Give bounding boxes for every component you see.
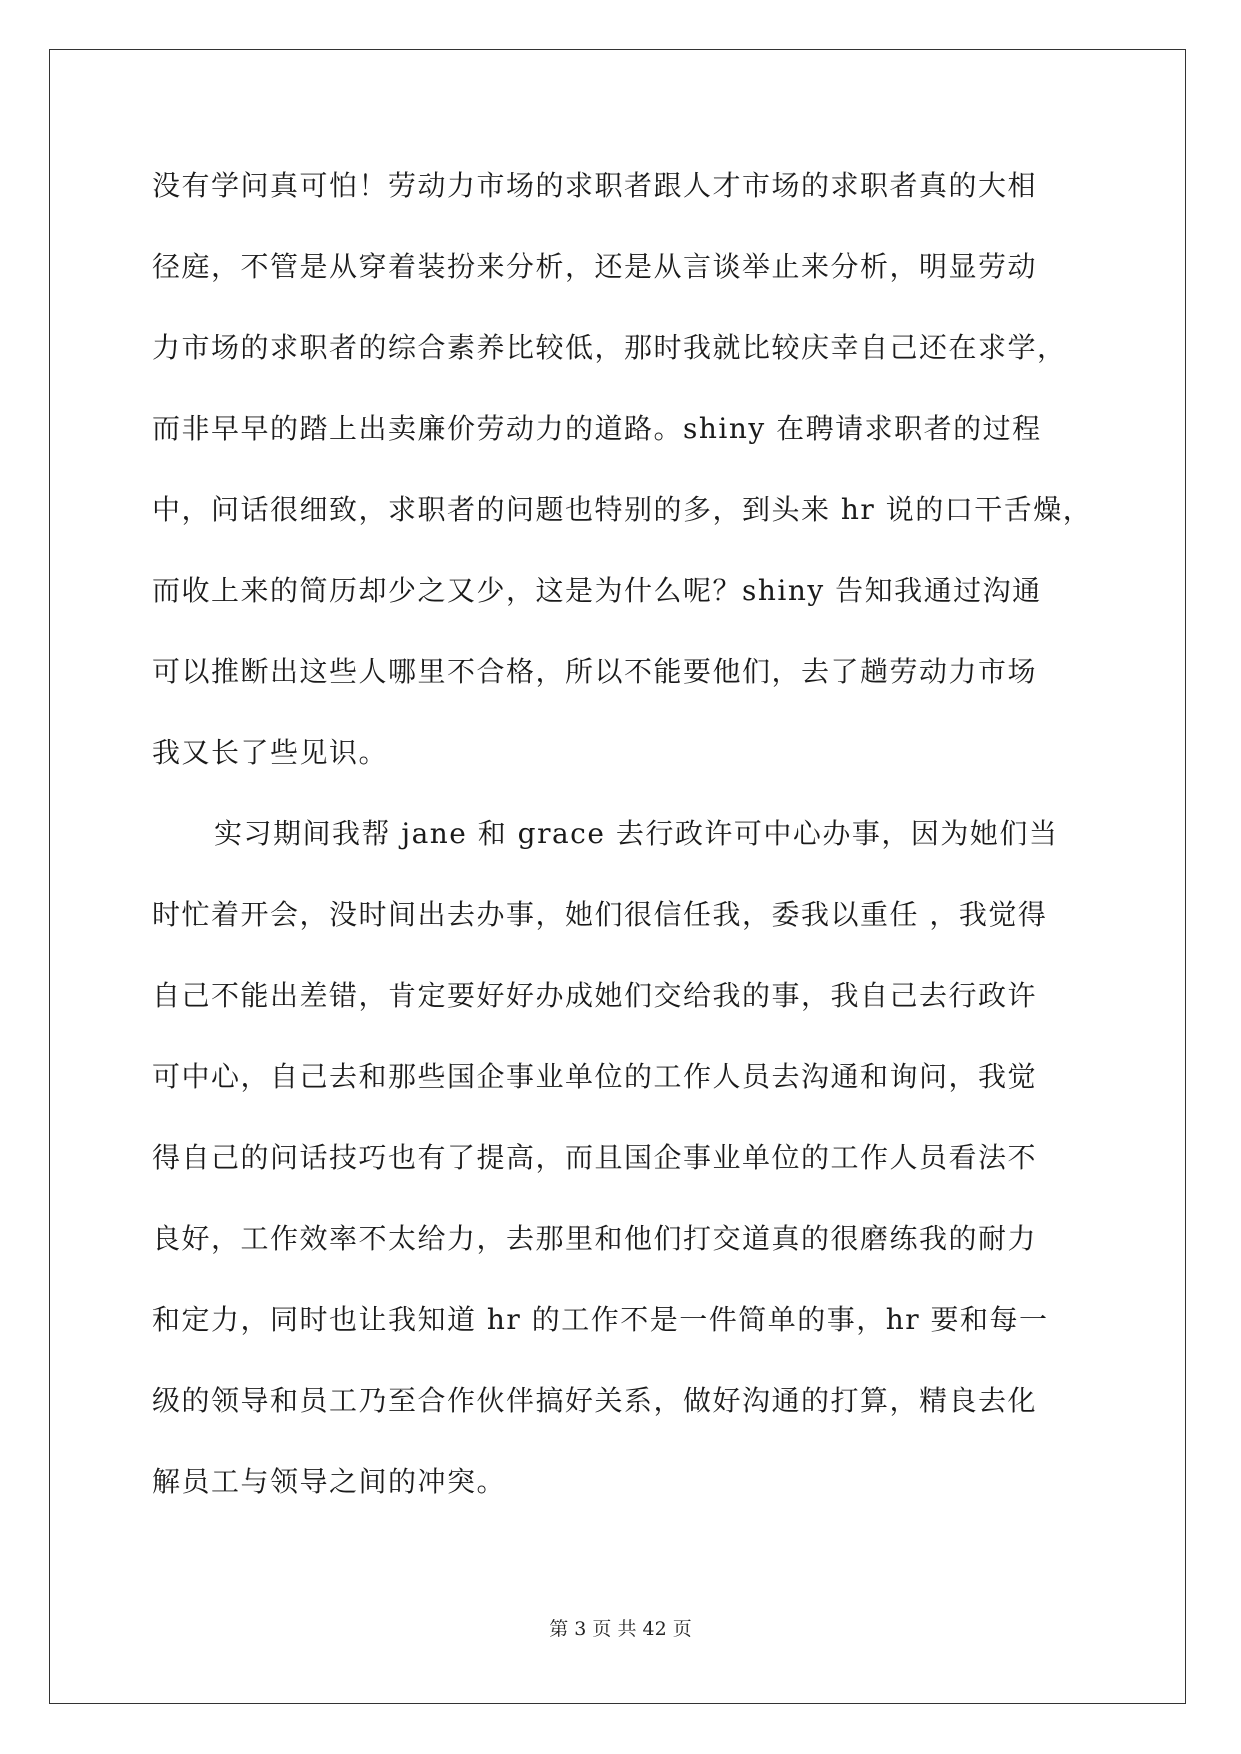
text-line: 没有学问真可怕！劳动力市场的求职者跟人才市场的求职者真的大相 (152, 169, 1038, 202)
text-line: 而收上来的简历却少之又少，这是为什么呢？shiny 告知我通过沟通 (152, 574, 1042, 607)
text-line: 时忙着开会，没时间出去办事，她们很信任我，委我以重任 ，我觉得 (152, 898, 1048, 931)
text-line: 力市场的求职者的综合素养比较低，那时我就比较庆幸自己还在求学， (152, 331, 1067, 364)
text-line: 我又长了些见识。 (152, 736, 389, 769)
text-line: 径庭，不管是从穿着装扮来分析，还是从言谈举止来分析，明显劳动 (152, 250, 1038, 283)
paragraph-start-line: 实习期间我帮 jane 和 grace 去行政许可中心办事，因为她们当 (214, 817, 1059, 850)
text-line: 而非早早的踏上出卖廉价劳动力的道路。shiny 在聘请求职者的过程 (152, 412, 1042, 445)
body-text (152, 156, 1102, 1533)
text-line: 级的领导和员工乃至合作伙伴搞好关系，做好沟通的打算，精良去化 (152, 1384, 1038, 1417)
text-line: 解员工与领导之间的冲突。 (152, 1465, 507, 1498)
text-line: 可中心，自己去和那些国企事业单位的工作人员去沟通和询问，我觉 (152, 1060, 1038, 1093)
text-line: 可以推断出这些人哪里不合格，所以不能要他们，去了趟劳动力市场 (152, 655, 1038, 688)
text-line: 得自己的问话技巧也有了提高，而且国企事业单位的工作人员看法不 (152, 1141, 1038, 1174)
page-number-footer: 第 3 页 共 42 页 (549, 1618, 692, 1640)
text-line: 自己不能出差错，肯定要好好办成她们交给我的事，我自己去行政许 (152, 979, 1038, 1012)
text-line: 良好，工作效率不太给力，去那里和他们打交道真的很磨练我的耐力 (152, 1222, 1038, 1255)
text-line: 和定力，同时也让我知道 hr 的工作不是一件简单的事，hr 要和每一 (152, 1303, 1049, 1336)
text-line: 中，问话很细致，求职者的问题也特别的多，到头来 hr 说的口干舌燥， (152, 493, 1093, 526)
